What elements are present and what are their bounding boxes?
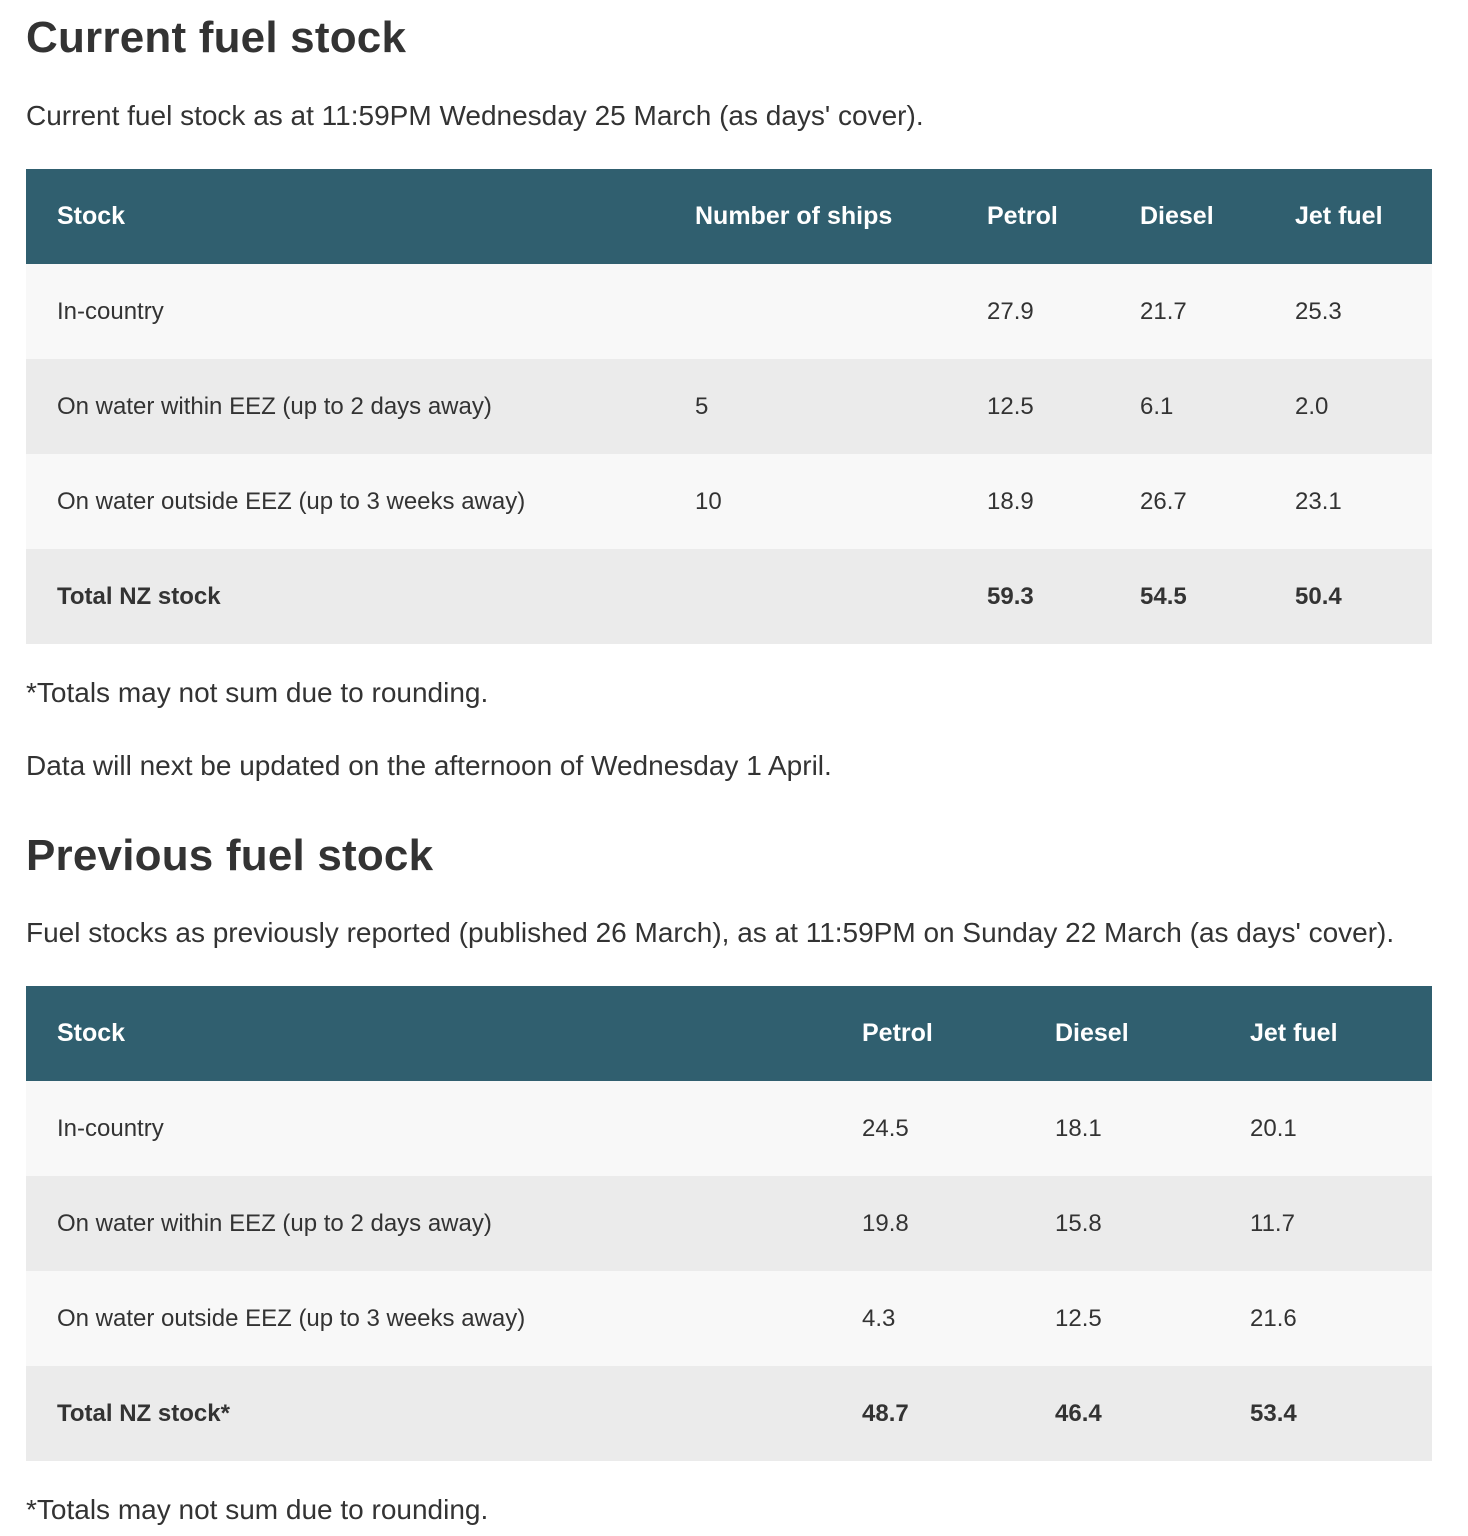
cell-petrol: 59.3 [987,582,1034,610]
column-header-petrol: Petrol [987,202,1058,230]
table-row [26,1176,1432,1271]
cell-stock: On water outside EEZ (up to 3 weeks away) [57,487,526,515]
cell-stock: In-country [57,1114,164,1142]
table-header [26,169,1432,264]
cell-petrol: 19.8 [862,1209,909,1237]
table-row [26,264,1432,359]
column-header-diesel: Diesel [1140,202,1214,230]
table-header-row [26,986,1432,1081]
previous-fuel-stock-intro: Fuel stocks as previously reported (published 26 March), as at 11:59PM on Sunday 22 March (as days' cover). [26,917,1395,948]
cell-jet-fuel: 20.1 [1250,1114,1297,1142]
current-fuel-stock-intro: Current fuel stock as at 11:59PM Wednesday 25 March (as days' cover). [26,100,924,131]
cell-ships [664,549,956,644]
table-row [26,454,1432,549]
current-fuel-stock-table [26,169,1432,644]
cell-jet-fuel: 50.4 [1295,582,1342,610]
cell-jet-fuel: 25.3 [1295,297,1342,325]
cell-diesel: 46.4 [1055,1399,1102,1427]
column-header-stock: Stock [57,1019,126,1047]
cell-ships: 10 [695,487,722,515]
column-header-jet-fuel: Jet fuel [1250,1019,1338,1047]
cell-diesel: 18.1 [1055,1114,1102,1142]
cell-stock: On water within EEZ (up to 2 days away) [57,392,492,420]
cell-jet-fuel: 53.4 [1250,1399,1297,1427]
cell-jet-fuel: 2.0 [1295,392,1329,420]
current-rounding-note: *Totals may not sum due to rounding. [26,677,489,708]
cell-diesel: 26.7 [1140,487,1187,515]
previous-rounding-note: *Totals may not sum due to rounding. [26,1494,489,1525]
cell-jet-fuel: 23.1 [1295,487,1342,515]
column-header-diesel: Diesel [1055,1019,1129,1047]
cell-petrol: 4.3 [862,1304,896,1332]
table-row [26,1271,1432,1366]
cell-diesel: 12.5 [1055,1304,1102,1332]
table-row [26,359,1432,454]
cell-stock: Total NZ stock [57,582,221,610]
cell-petrol: 12.5 [987,392,1034,420]
table-header [26,986,1432,1081]
column-header-ships: Number of ships [695,202,893,230]
previous-fuel-stock-heading: Previous fuel stock [26,831,434,880]
cell-stock: In-country [57,297,164,325]
cell-stock: Total NZ stock* [57,1399,230,1427]
table-row [26,1081,1432,1176]
cell-diesel: 21.7 [1140,297,1187,325]
cell-ships [664,264,956,359]
previous-fuel-stock-table [26,986,1432,1461]
cell-diesel: 15.8 [1055,1209,1102,1237]
cell-petrol: 24.5 [862,1114,909,1142]
cell-diesel: 54.5 [1140,582,1187,610]
cell-petrol: 48.7 [862,1399,909,1427]
cell-jet-fuel: 21.6 [1250,1304,1297,1332]
column-header-petrol: Petrol [862,1019,933,1047]
table-header-row [26,169,1432,264]
cell-stock: On water within EEZ (up to 2 days away) [57,1209,492,1237]
current-fuel-stock-heading: Current fuel stock [26,13,407,62]
table-total-row [26,549,1432,644]
column-header-stock: Stock [57,202,126,230]
cell-diesel: 6.1 [1140,392,1174,420]
cell-ships: 5 [695,392,709,420]
cell-petrol: 27.9 [987,297,1034,325]
cell-stock: On water outside EEZ (up to 3 weeks away) [57,1304,526,1332]
next-update-note: Data will next be updated on the afternoon of Wednesday 1 April. [26,750,832,781]
column-header-jet-fuel: Jet fuel [1295,202,1383,230]
table-total-row [26,1366,1432,1461]
cell-petrol: 18.9 [987,487,1034,515]
cell-jet-fuel: 11.7 [1250,1209,1295,1237]
